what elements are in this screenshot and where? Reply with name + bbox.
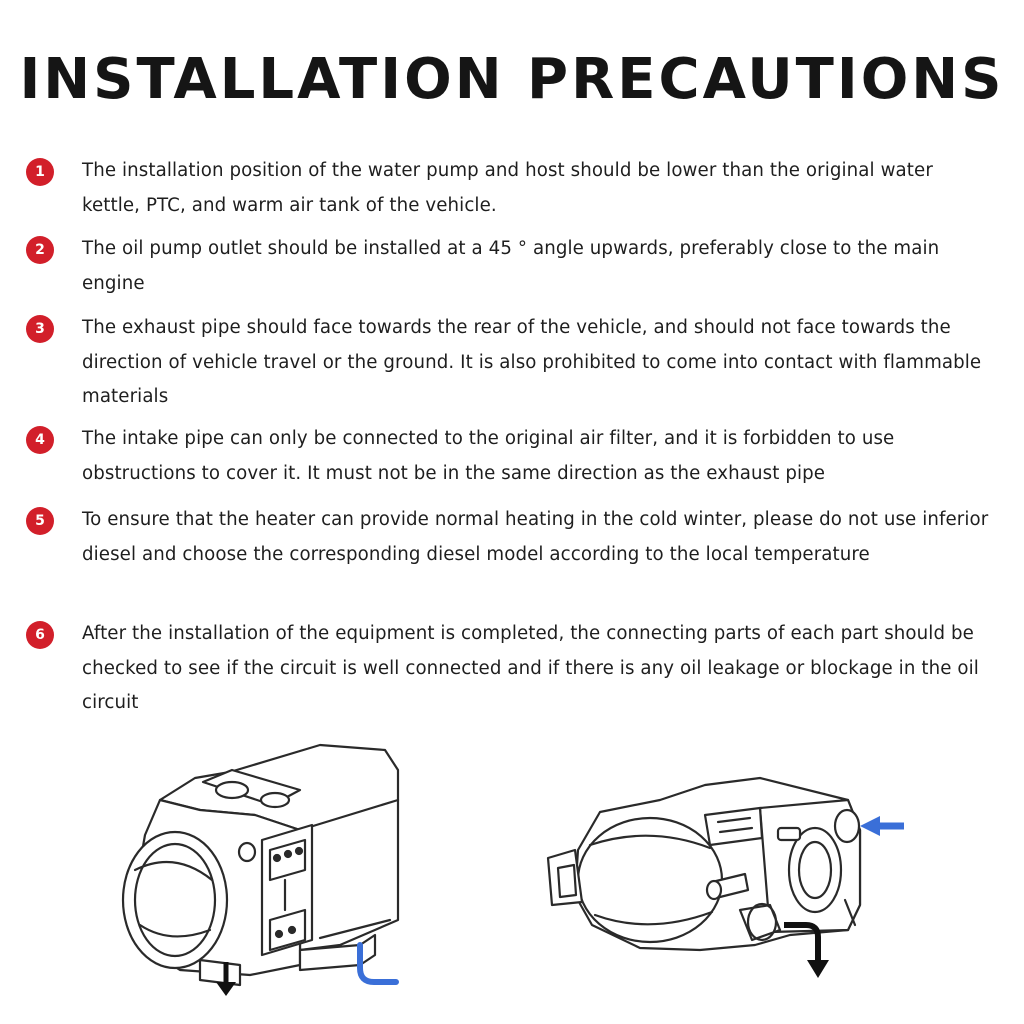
list-item-text: The exhaust pipe should face towards the rear of the vehicle, and should not face towards the direction of vehicle travel or the ground. It is also prohibited to come into contact with flammable materials	[82, 317, 982, 407]
page-title: INSTALLATION PRECAUTIONS	[19, 47, 1005, 112]
heater-left-illustration	[123, 745, 398, 985]
intake-arrow-right-icon	[860, 816, 904, 836]
list-item-text: After the installation of the equipment is completed, the connecting parts of each part should be checked to see if the circuit is well connected and if there is any oil leakage or blockage in the oil circuit	[82, 623, 979, 713]
list-item-text: The installation position of the water pump and host should be lower than the original water kettle, PTC, and warm air tank of the vehicle.	[82, 160, 933, 216]
number-badge: 5	[26, 507, 54, 535]
number-badge: 1	[26, 158, 54, 186]
list-item-text: To ensure that the heater can provide normal heating in the cold winter, please do not use inferior diesel and choose the corresponding diesel model according to the local temperature	[82, 509, 989, 565]
list-item-text: The oil pump outlet should be installed at a 45 ° angle upwards, preferably close to the main engine	[82, 238, 940, 294]
number-badge: 6	[26, 621, 54, 649]
heater-illustrations	[0, 730, 1024, 1024]
number-badge: 4	[26, 426, 54, 454]
list-item-text: The intake pipe can only be connected to the original air filter, and it is forbidden to use obstructions to cover it. It must not be in the same direction as the exhaust pipe	[82, 428, 895, 484]
number-badge: 2	[26, 236, 54, 264]
number-badge: 3	[26, 315, 54, 343]
